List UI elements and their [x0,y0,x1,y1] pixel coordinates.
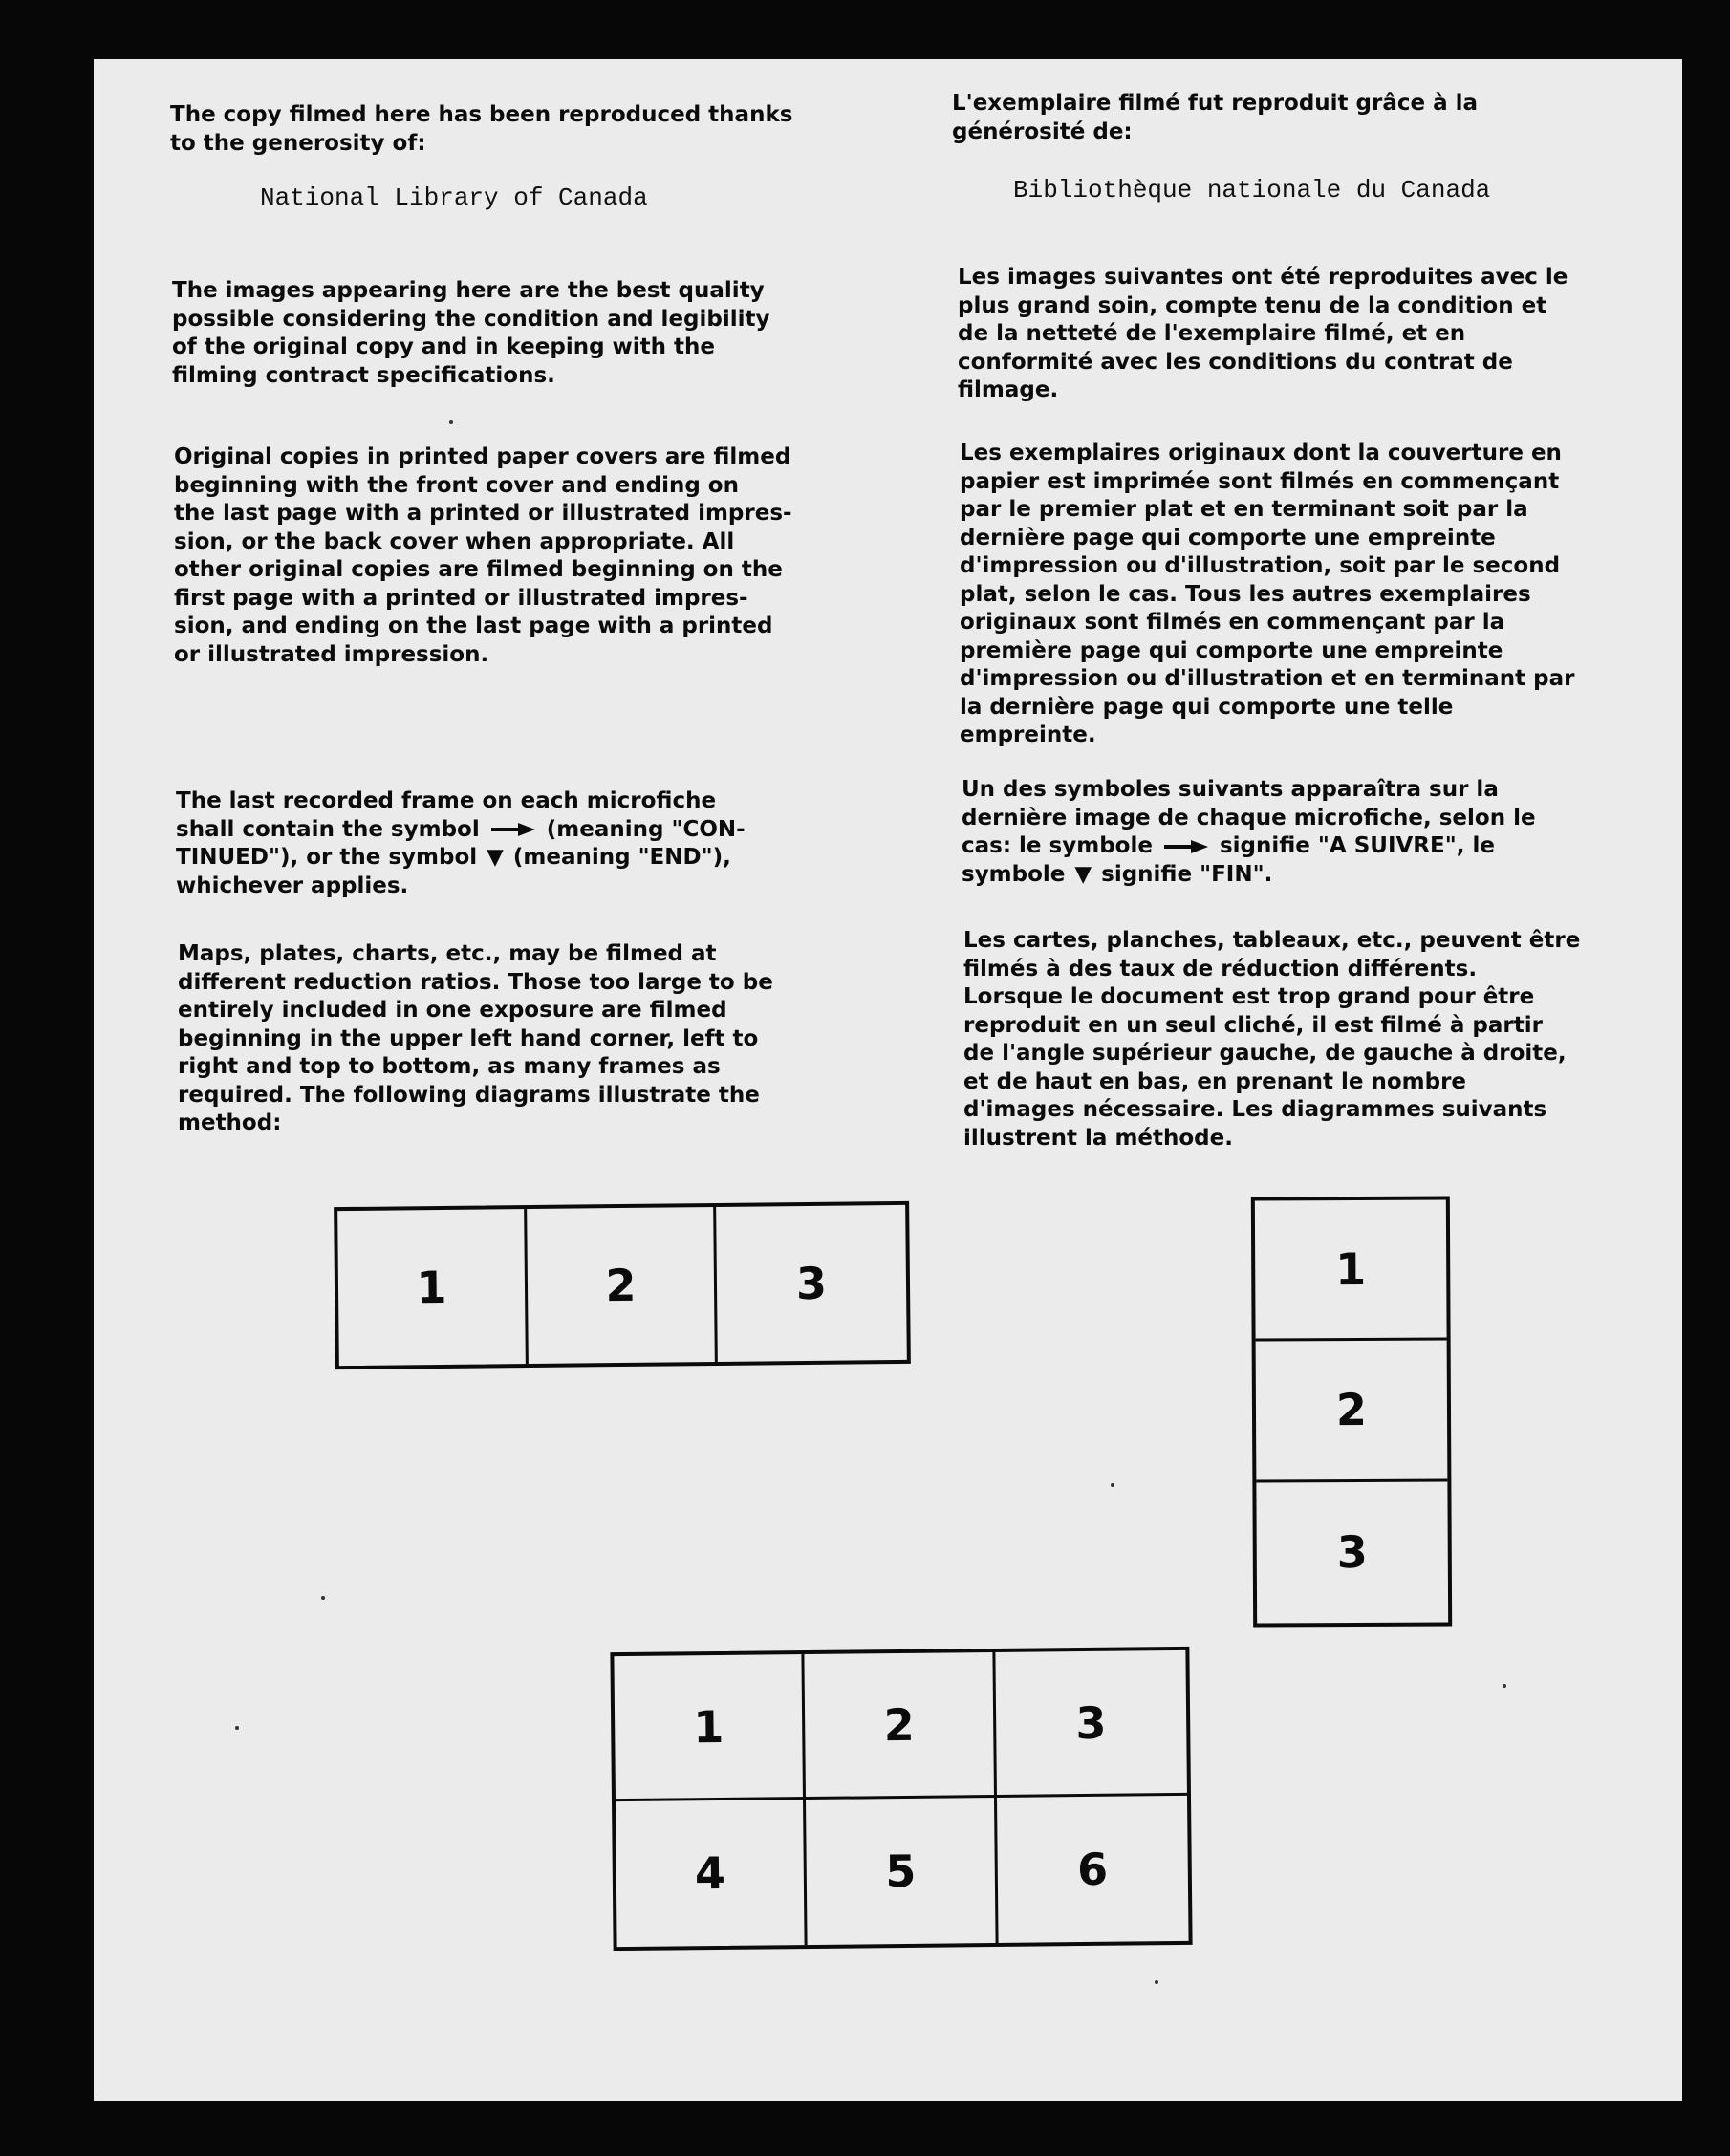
scan-speck [321,1596,325,1600]
text-line [176,844,746,873]
text-line: Lorsque le document est trop grand pour être [963,984,1535,1009]
text-line: of the original copy and in keeping with the [172,334,716,359]
text-line: required. The following diagrams illustrate the [178,1082,760,1108]
text-line: filming contract specifications. [172,362,555,388]
text-line: originaux sont filmés en commençant par la [960,610,1505,635]
frame-cell: 2 [527,1207,718,1364]
text-line: et de haut en bas, en prenant le nombre [963,1068,1467,1094]
text-line: par le premier plat et en terminant soit par la [960,497,1528,522]
scan-speck [449,420,453,424]
text-line: d'images nécessaire. Les diagrammes suivants [963,1097,1547,1122]
text-line: whichever applies. [176,873,409,898]
text-line: different reduction ratios. Those too large to be [178,969,773,995]
text-line: Original copies in printed paper covers are filmed [174,444,791,469]
text-line: papier est imprimée sont filmés en commençant [960,468,1560,494]
text-segment: (meaning "END"), [512,845,731,870]
text-line: Un des symboles suivants apparaîtra sur la [962,777,1499,802]
diagram-horizontal-strip [334,1201,911,1369]
text-line: beginning with the front cover and ending on [174,472,739,498]
right-intro [952,90,1478,146]
right-paragraph-quality [958,264,1568,405]
left-paragraph-originals [174,443,792,669]
text-segment: (meaning "CON- [546,816,746,842]
document-page [94,59,1682,2101]
text-line: other original copies are filmed beginning on the [174,557,783,582]
text-line: générosité de: [952,119,1133,144]
scan-speck [1503,1684,1506,1688]
text-line: Les images suivantes ont été reproduites avec le [958,265,1568,290]
text-line: beginning in the upper left hand corner, left to [178,1025,759,1051]
continued-arrow-icon [1164,840,1208,853]
left-paragraph-quality [172,277,770,390]
text-segment: shall contain the symbol [176,816,480,842]
text-line: possible considering the condition and legibility [172,306,770,332]
text-line: première page qui comporte une empreinte [960,637,1503,663]
frame-cell: 2 [1256,1341,1448,1482]
text-line: conformité avec les conditions du contrat de [958,349,1513,375]
left-paragraph-symbols [176,787,746,900]
text-line: reproduit en un seul cliché, il est filmé à partir [963,1012,1543,1038]
text-line: first page with a printed or illustrated impres- [174,585,748,611]
text-line: method: [178,1110,282,1135]
right-paragraph-maps [963,927,1580,1153]
text-line: dernière page qui comporte une empreinte [960,525,1496,550]
text-line: the last page with a printed or illustrated impres- [174,501,792,526]
text-line: The last recorded frame on each microfiche [176,788,717,813]
text-line: plat, selon le cas. Tous les autres exemplaires [960,581,1531,607]
text-line: L'exemplaire filmé fut reproduit grâce à la [952,91,1479,116]
left-paragraph-maps [178,940,773,1138]
right-library-name: Bibliothèque nationale du Canada [1013,176,1491,205]
text-line: de l'angle supérieur gauche, de gauche à droite, [963,1041,1567,1066]
text-line: Maps, plates, charts, etc., may be filmed at [178,941,717,966]
left-intro [170,101,792,158]
text-line: empreinte. [960,722,1096,747]
text-line: The images appearing here are the best quality [172,278,765,303]
frame-cell: 1 [614,1654,806,1801]
text-line: Les exemplaires originaux dont la couverture en [960,441,1562,465]
frame-cell: 3 [995,1650,1187,1798]
scan-speck [235,1726,239,1730]
text-line: filmés à des taux de réduction différents. [963,956,1478,981]
right-paragraph-symbols [962,776,1536,889]
frame-cell: 3 [795,1257,828,1310]
continued-arrow-icon [491,823,535,836]
scan-speck [1155,1980,1158,1984]
text-line: plus grand soin, compte tenu de la condition et [958,292,1547,318]
text-line: right and top to bottom, as many frames as [178,1054,721,1079]
text-line: illustrent la méthode. [963,1125,1233,1151]
end-triangle-icon: ▼ [487,845,504,870]
end-triangle-icon: ▼ [1074,861,1092,887]
text-line: dernière image de chaque microfiche, selon le [962,805,1536,830]
diagram-vertical-strip [1251,1196,1452,1627]
text-line: entirely included in one exposure are filmed [178,998,727,1023]
text-segment: TINUED"), or the symbol [176,845,478,870]
text-line: The copy filmed here has been reproduced thanks [170,102,793,127]
scan-speck [1111,1483,1114,1487]
text-line: Les cartes, planches, tableaux, etc., peuvent être [963,928,1581,953]
text-line: sion, or the back cover when appropriate. All [174,528,735,554]
frame-cell: 4 [616,1800,808,1947]
frame-cell: 2 [805,1652,997,1800]
frame-cell: 5 [806,1798,998,1945]
text-line: or illustrated impression. [174,641,489,667]
frame-cell: 1 [337,1209,529,1366]
frame-cell: 6 [1076,1843,1109,1896]
text-line: d'impression ou d'illustration, soit par le second [960,553,1561,578]
diagram-two-row-grid [610,1647,1192,1951]
text-line: filmage. [958,377,1059,402]
text-line [962,861,1536,890]
text-line: la dernière page qui comporte une telle [960,694,1454,720]
frame-cell: 3 [1336,1526,1368,1579]
text-segment: symbole [962,861,1066,887]
text-line: to the generosity of: [170,130,426,156]
text-segment: signifie "A SUIVRE", le [1219,833,1495,858]
left-library-name: National Library of Canada [260,183,648,212]
text-line [176,816,746,845]
text-line: d'impression ou d'illustration et en terminant par [960,666,1575,691]
frame-cell: 1 [1255,1199,1447,1341]
right-paragraph-originals [960,440,1575,750]
text-segment: cas: le symbole [962,833,1153,858]
text-line: de la netteté de l'exemplaire filmé, et en [958,321,1466,346]
text-line: sion, and ending on the last page with a printed [174,614,773,638]
text-segment: signifie "FIN". [1101,861,1273,887]
text-line [962,832,1536,861]
